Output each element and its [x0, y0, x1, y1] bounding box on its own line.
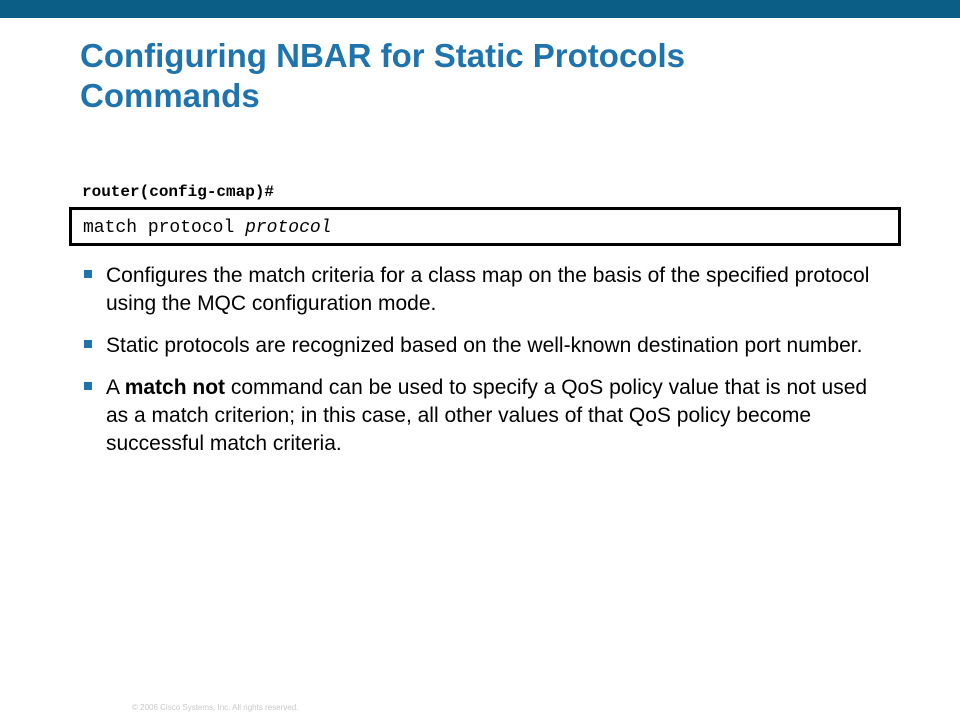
- slide-title: [80, 36, 920, 116]
- square-bullet-icon: [84, 340, 92, 348]
- bullet-item: [84, 374, 894, 458]
- command-argument: protocol: [245, 218, 332, 238]
- bullet-text-bold: match not: [124, 376, 226, 399]
- command-keyword-protocol: protocol: [147, 218, 235, 238]
- title-line-2: Commands: [80, 77, 260, 114]
- bullet-item: [84, 262, 894, 318]
- copyright-footer: © 2006 Cisco Systems, Inc. All rights reserved.: [132, 703, 299, 712]
- title-line-1: Configuring NBAR for Static Protocols: [80, 37, 685, 74]
- bullet-list: [84, 262, 894, 472]
- bullet-text: Static protocols are recognized based on the well-known destination port number.: [106, 334, 863, 357]
- bullet-text-pre: A: [106, 376, 125, 399]
- command-keyword-match: match: [83, 218, 138, 238]
- square-bullet-icon: [84, 270, 92, 278]
- command-syntax-box: [69, 207, 901, 246]
- cli-prompt: router(config-cmap)#: [82, 183, 275, 201]
- square-bullet-icon: [84, 382, 92, 390]
- bullet-text-post: command can be used to specify a QoS policy value that is not used as a match criterion; in this case, all other values of that QoS policy become successful match criteria.: [106, 376, 868, 455]
- bullet-text: Configures the match criteria for a class map on the basis of the specified protocol using the MQC configuration mode.: [106, 264, 870, 315]
- command-syntax: [83, 218, 331, 238]
- top-banner: [0, 0, 960, 18]
- bullet-item: [84, 332, 894, 360]
